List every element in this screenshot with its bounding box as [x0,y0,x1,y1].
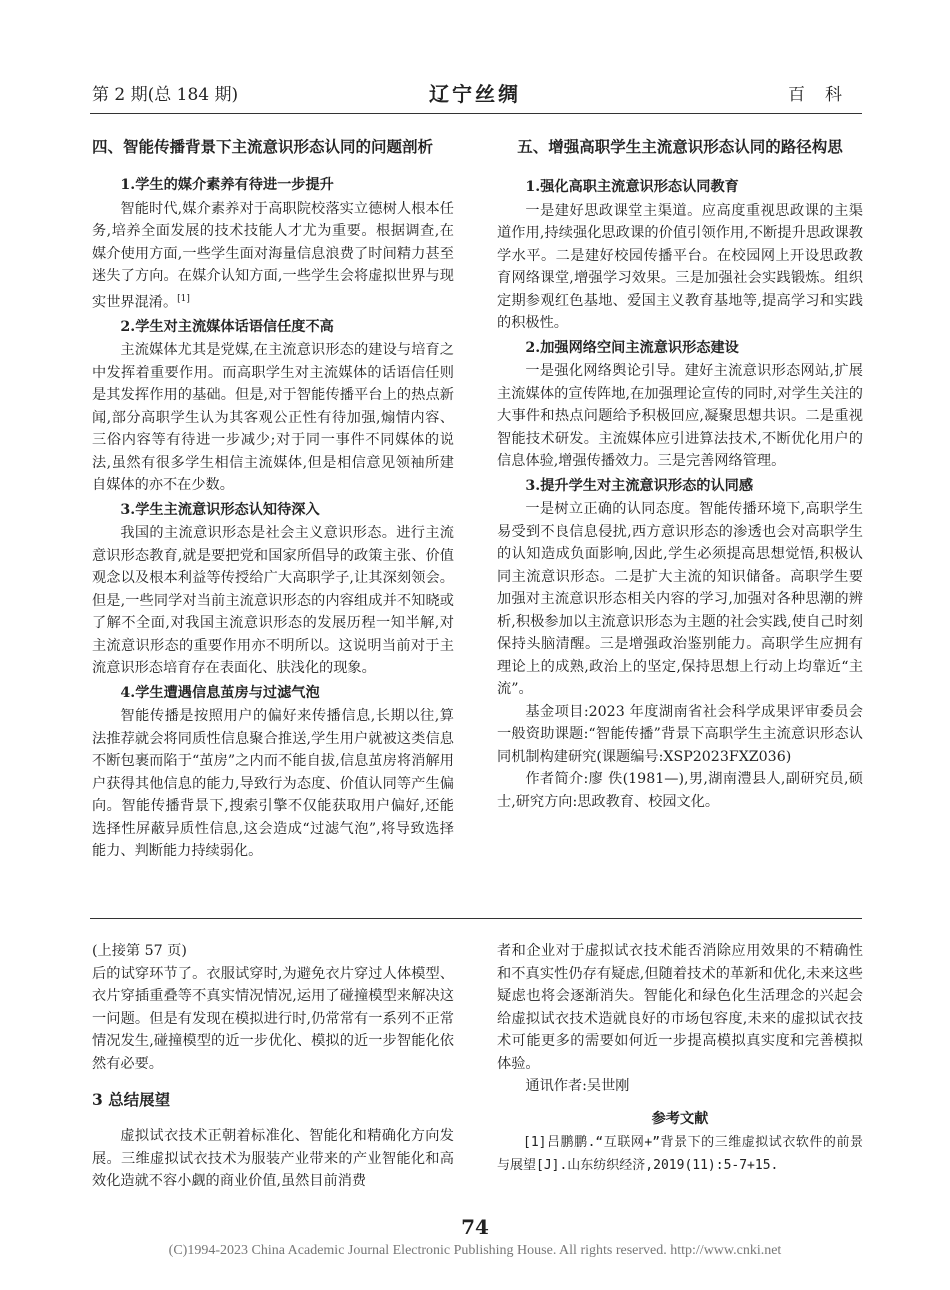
continued-note: (上接第 57 页) [92,943,187,959]
left-column [92,134,454,863]
paragraph: 一是强化网络舆论引导。建好主流意识形态网站,扩展主流媒体的宣传阵地,在加强理论宣传的同时,对学生关注的大事件和热点问题给予积极回应,凝聚思想共识。二是重视智能技术研发。主流媒体应引进算法技术,不断优化用户的信息体验,增强传播效力。三是完善网络管理。 [497,363,863,469]
subsection-heading: 3.提升学生对主流意识形态的认同感 [525,477,754,494]
reference-item: [1]吕鹏鹏.“互联网+”背景下的三维虚拟试衣软件的前景与展望[J].山东纺织经济,2019(11):5-7+15. [497,1135,863,1173]
paragraph: 一是树立正确的认同态度。智能传播环境下,高职学生易受到不良信息侵扰,西方意识形态的渗透也会对高职学生的认知造成负面影响,因此,学生必须提高思想觉悟,积极认同主流意识形态。二是扩大主流的知识储备。高职学生要加强对主流意识形态相关内容的学习,加强对各种思潮的辨析,积极参加以主流意识形态为主题的社会实践,使自己时刻保持头脑清醒。三是增强政治鉴别能力。高职学生应拥有理论上的成熟,政治上的坚定,保持思想上行动上均靠近“主流”。 [497,501,863,697]
section-4-title: 四、智能传播背景下主流意识形态认同的问题剖析 [92,137,434,156]
copyright-footer: (C)1994-2023 China Academic Journal Electronic Publishing House. All rights reserved. http://www.cnki.net [168,1243,782,1258]
paragraph: 智能传播是按照用户的偏好来传播信息,长期以往,算法推荐就会将同质性信息聚合推送,学生用户就被这类信息不断包裹而陷于“茧房”之内而不能自拔,信息茧房将消解用户获得其他信息的能力,导致行为态度、价值认同等产生偏向。智能传播背景下,搜索引擎不仅能获取用户偏好,还能选择性屏蔽异质性信息,这会造成“过滤气泡”,将导致选择能力、判断能力持续弱化。 [92,708,454,860]
subsection-heading: 2.学生对主流媒体话语信任度不高 [120,318,334,335]
section-3-title: 3 总结展望 [92,1090,171,1109]
bottom-right-column [497,940,863,1177]
paragraph: 智能时代,媒介素养对于高职院校落实立德树人根本任务,培养全面发展的技术技能人才尤为重要。根据调查,在媒介使用方面,一些学生面对海量信息浪费了时间精力甚至迷失了方向。在媒介认知方面,一些学生会将虚拟世界与现实世界混淆。[1] [92,200,454,311]
citation: [1] [177,293,190,304]
subsection-heading: 4.学生遭遇信息茧房与过滤气泡 [120,684,320,701]
page-number: 74 [461,1215,489,1239]
section-divider [90,918,862,919]
references-title: 参考文献 [651,1110,709,1127]
issue-label: 第 2 期(总 184 期) [92,85,239,105]
subsection-heading: 1.强化高职主流意识形态认同教育 [525,179,739,195]
paragraph: 后的试穿环节了。衣服试穿时,为避免衣片穿过人体模型、衣片穿插重叠等不真实情况情况,运用了碰撞模型来解决这一问题。但是有发现在模拟进行时,仍常常有一系列不正常情况发生,碰撞模型的近一步优化、模拟的近一步智能化依然有必要。 [92,965,454,1072]
section-5-title: 五、增强高职学生主流意识形态认同的路径构思 [517,137,843,156]
author-note: 作者简介:廖 佚(1981—),男,湖南澧县人,副研究员,硕士,研究方向:思政教育、校园文化。 [497,771,863,810]
subsection-heading: 3.学生主流意识形态认知待深入 [120,501,320,518]
paragraph: 者和企业对于虚拟试衣技术能否消除应用效果的不精确性和不真实性仍存有疑虑,但随着技术的革新和优化,未来这些疑虑也将会逐渐消失。智能化和绿色化生活理念的兴起会给虚拟试衣技术造就良好的市场包容度,未来的虚拟试衣技术可能更多的需要如何近一步提高模拟真实度和完善模拟体验。 [497,943,863,1072]
section-label: 百科 [788,85,862,105]
header-rule [90,113,862,114]
fund-note: 基金项目:2023 年度湖南省社会科学成果评审委员会一般资助课题:“智能传播”背景下高职学生主流意识形态认同机制构建研究(课题编号:XSP2023FXZ036) [497,703,863,765]
journal-title: 辽宁丝绸 [429,82,521,106]
paragraph: 我国的主流意识形态是社会主义意识形态。进行主流意识形态教育,就是要把党和国家所倡导的政策主张、价值观念以及根本利益等传授给广大高职学子,让其深刻领会。但是,一些同学对当前主流意识形态的内容组成并不知晓或了解不全面,对我国主流意识形态的发展历程一知半解,对主流意识形态的重要作用亦不明所以。这说明当前对于主流意识形态培育存在表面化、肤浅化的现象。 [92,525,454,677]
subsection-heading: 2.加强网络空间主流意识形态建设 [525,339,739,356]
right-column [497,134,863,813]
paragraph: 一是建好思政课堂主渠道。应高度重视思政课的主渠道作用,持续强化思政课的价值引领作用,不断提升思政课教学水平。二是建好校园传播平台。在校园网上开设思政教育网络课堂,增强学习效果。三是加强社会实践锻炼。组织定期参观红色基地、爱国主义教育基地等,提高学习和实践的积极性。 [497,202,863,331]
bottom-left-column [92,940,454,1193]
paragraph: 主流媒体尤其是党媒,在主流意识形态的建设与培育之中发挥着重要作用。而高职学生对主流媒体的话语信任则是其发挥作用的基础。但是,对于智能传播平台上的热点新闻,部分高职学生认为其客观公正性有待加强,煽情内容、三俗内容等有待进一步减少;对于同一事件不同媒体的说法,虽然有很多学生相信主流媒体,但是相信意见领袖所建自媒体的亦不在少数。 [92,342,454,494]
paragraph: 虚拟试衣技术正朝着标准化、智能化和精确化方向发展。三维虚拟试衣技术为服装产业带来的产业智能化和高效化造就不容小觑的商业价值,虽然目前消费 [92,1128,454,1189]
corresponding-author: 通讯作者:吴世刚 [525,1078,630,1094]
subsection-heading: 1.学生的媒介素养有待进一步提升 [120,177,334,193]
